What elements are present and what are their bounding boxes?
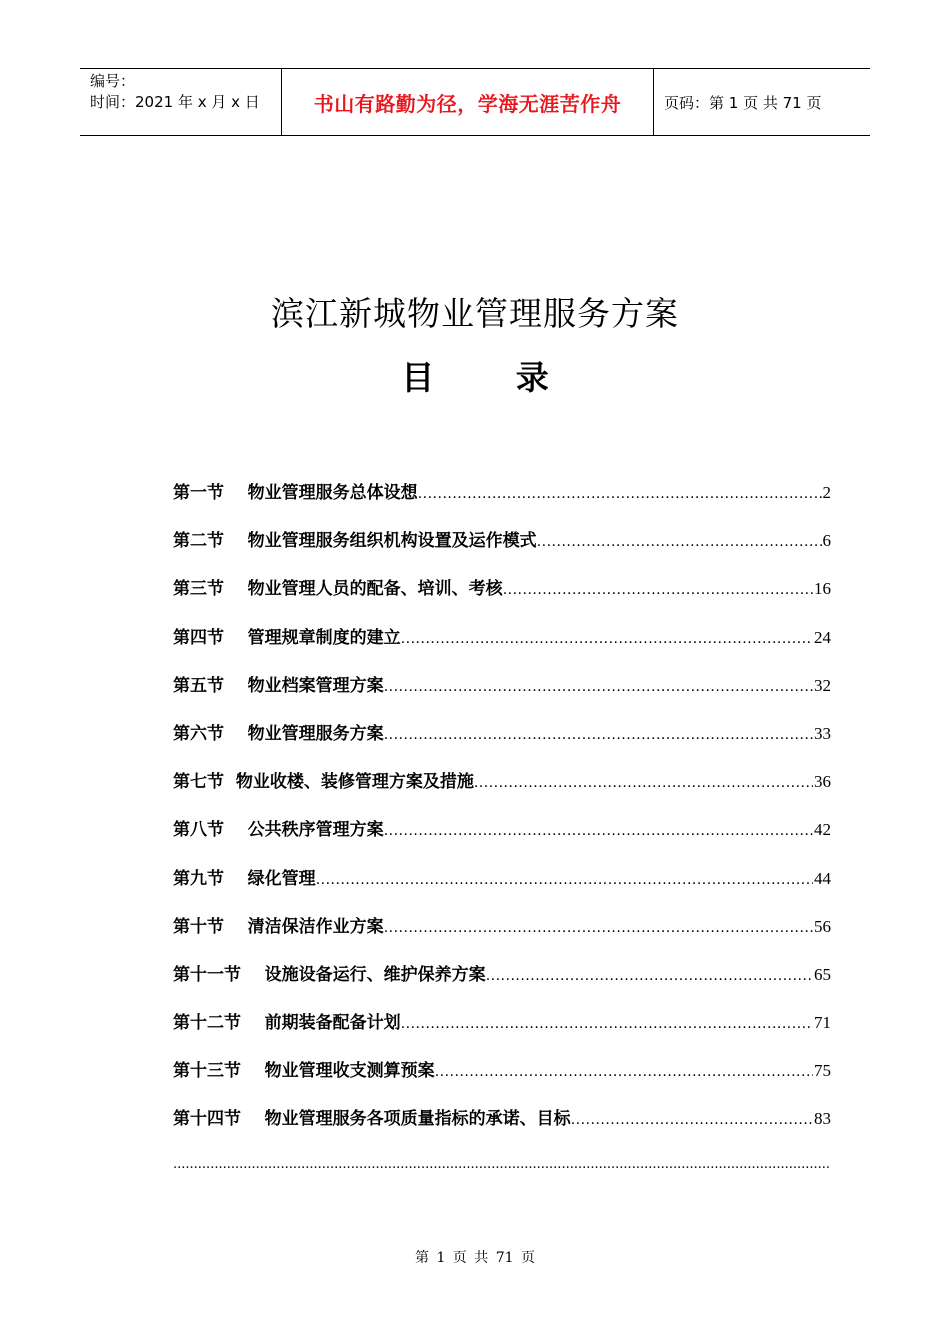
toc-entry-page: 32 — [814, 675, 831, 695]
toc-leader-dots — [401, 1016, 813, 1032]
toc-entry-page: 65 — [814, 964, 831, 984]
toc-entry-label: 第五节 物业档案管理方案 — [173, 675, 384, 696]
toc-entry-label: 第七节 物业收楼、装修管理方案及措施 — [173, 772, 474, 793]
toc-entry-label: 第十二节 前期装备配备计划 — [173, 1013, 401, 1034]
toc-leader-dots — [384, 679, 813, 695]
page-footer: 第 1 页 共 71 页 — [415, 1250, 535, 1266]
dotted-leader-line — [173, 1157, 831, 1172]
toc-entry-label: 第四节 管理规章制度的建立 — [173, 627, 401, 648]
toc-entry[interactable] — [173, 1056, 831, 1104]
toc-entry-label: 第八节 公共秩序管理方案 — [173, 820, 384, 841]
toc-leader-dots — [384, 727, 813, 743]
toc-entry-page: 16 — [814, 579, 831, 599]
toc-entry-label: 第二节 物业管理服务组织机构设置及运作模式 — [173, 531, 537, 552]
toc-entry-label: 第十节 清洁保洁作业方案 — [173, 916, 384, 937]
toc-leader-dots — [486, 968, 813, 984]
toc-entry-page: 83 — [814, 1109, 831, 1129]
toc-leader-dots — [474, 775, 813, 791]
toc-entry[interactable] — [173, 526, 831, 574]
toc-leader-dots — [503, 582, 813, 598]
toc-entry[interactable] — [173, 1008, 831, 1056]
toc-entry-page: 75 — [814, 1061, 831, 1081]
header-motto-cell — [281, 69, 654, 135]
time-label: 时间：2021 年 x 月 x 日 — [90, 93, 260, 111]
toc-entry-label: 第一节 物业管理服务总体设想 — [173, 483, 418, 503]
toc-entry-page: 6 — [822, 531, 831, 551]
toc-entry-page: 33 — [814, 723, 831, 743]
toc-entry-page: 42 — [814, 820, 831, 840]
toc-entry-label: 第六节 物业管理服务方案 — [173, 723, 384, 744]
toc-leader-dots — [418, 486, 822, 502]
toc-entry[interactable] — [173, 815, 831, 863]
toc-entry[interactable] — [173, 574, 831, 622]
toc-entry[interactable] — [173, 912, 831, 960]
toc-heading: 目 录 — [401, 358, 549, 397]
toc-entry[interactable] — [173, 719, 831, 767]
toc-leader-dots — [435, 1064, 813, 1080]
toc-entry-page: 24 — [814, 627, 831, 647]
toc-entry[interactable] — [173, 478, 831, 526]
document-title: 滨江新城物业管理服务方案 — [271, 294, 679, 333]
toc-entry-page: 71 — [814, 1013, 831, 1033]
toc-entry-label: 第三节 物业管理人员的配备、培训、考核 — [173, 579, 503, 600]
toc-entry-label: 第十四节 物业管理服务各项质量指标的承诺、目标 — [173, 1109, 571, 1130]
toc-entry-page: 36 — [814, 772, 831, 792]
toc-entry-label: 第九节 绿化管理 — [173, 868, 316, 889]
toc-entry[interactable] — [173, 623, 831, 671]
toc-leader-dots — [401, 631, 813, 647]
toc-entry-label: 第十一节 设施设备运行、维护保养方案 — [173, 964, 486, 985]
toc-entry[interactable] — [173, 767, 831, 815]
toc-leader-dots — [316, 872, 813, 888]
table-of-contents — [173, 478, 831, 1153]
toc-entry-page: 2 — [822, 483, 831, 502]
toc-entry[interactable] — [173, 864, 831, 912]
toc-leader-dots — [537, 534, 822, 550]
toc-leader-dots — [384, 823, 813, 839]
toc-entry[interactable] — [173, 1104, 831, 1152]
motto-text: 书山有路勤为径，学海无涯苦作舟 — [313, 91, 622, 116]
toc-entry-label: 第十三节 物业管理收支测算预案 — [173, 1061, 435, 1082]
page-info-text: 页码：第 1 页 共 71 页 — [664, 93, 822, 112]
header-meta — [80, 69, 281, 135]
header-page-info — [654, 69, 870, 135]
toc-leader-dots — [571, 1112, 813, 1128]
toc-entry-page: 56 — [814, 916, 831, 936]
number-label: 编号： — [90, 72, 136, 90]
toc-entry[interactable] — [173, 960, 831, 1008]
toc-entry-page: 44 — [814, 868, 831, 888]
toc-entry[interactable] — [173, 671, 831, 719]
page-header — [80, 68, 870, 136]
toc-leader-dots — [384, 920, 813, 936]
